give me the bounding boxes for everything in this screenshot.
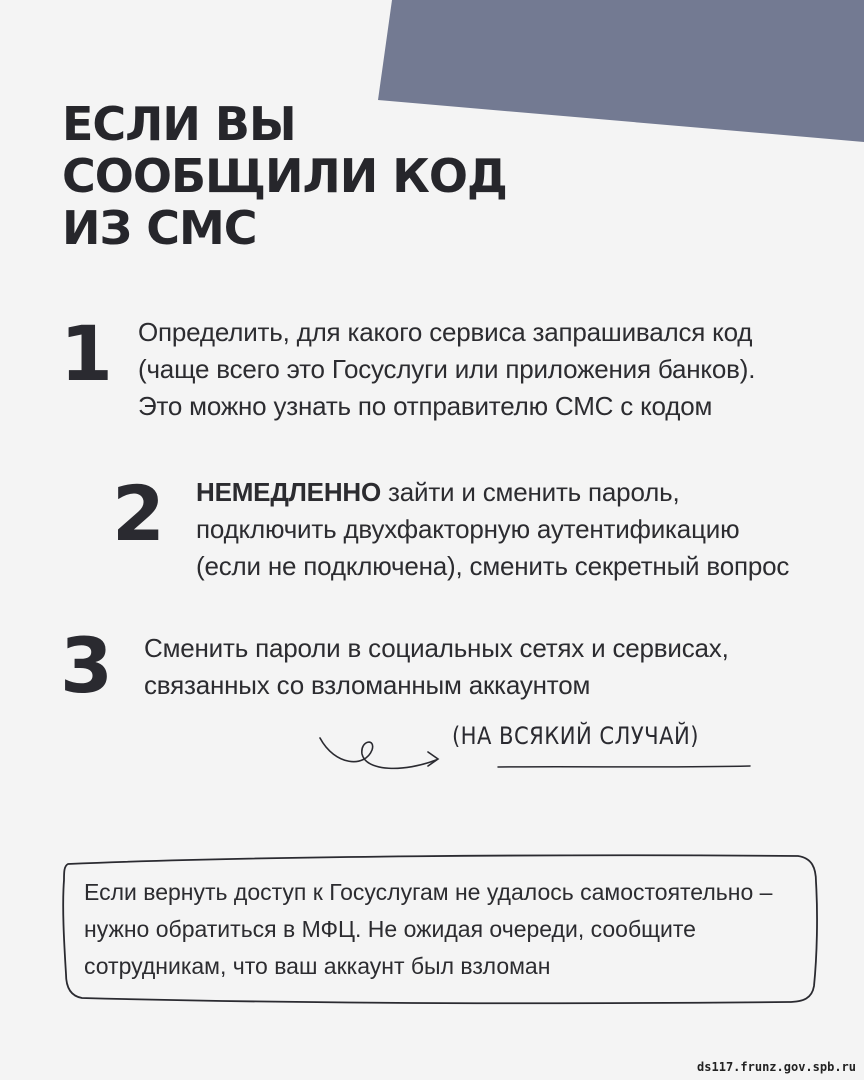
step-2-text [196,474,789,585]
step-1-text [138,314,755,425]
step-1-line-1: Определить, для какого сервиса запрашивался код [138,317,753,347]
step-3-line-2: связанных со взломанным аккаунтом [144,670,591,700]
handwritten-note-underline [496,762,756,772]
step-2-number: 2 [112,469,165,558]
step-2-line-1-rest: зайти и сменить пароль, [381,477,680,507]
info-box-text [84,874,772,985]
step-2-line-1 [196,474,789,511]
info-box-line-2: нужно обратиться в МФЦ. Не ожидая очереди, сообщите [84,916,696,942]
page-title [62,98,507,254]
title-line-3: ИЗ СМС [62,201,257,255]
title-line-1: ЕСЛИ ВЫ [62,97,296,151]
step-1-line-3: Это можно узнать по отправителю СМС с кодом [138,391,713,421]
step-1-line-2: (чаще всего это Госуслуги или приложения банков). [138,354,756,384]
step-3-number: 3 [60,621,113,710]
step-2-emphasis: НЕМЕДЛЕННО [196,477,382,507]
step-2-line-2: подключить двухфакторную аутентификацию [196,514,740,544]
curly-arrow-icon [310,728,460,788]
step-2-line-3: (если не подключена), сменить секретный вопрос [196,551,790,581]
title-line-2: СООБЩИЛИ КОД [62,149,507,203]
step-3-line-1: Сменить пароли в социальных сетях и сервисах, [144,633,729,663]
watermark: ds117.frunz.gov.spb.ru [697,1060,856,1074]
info-box-line-3: сотрудникам, что ваш аккаунт был взломан [84,953,551,979]
step-3-text [144,630,729,704]
info-box-line-1: Если вернуть доступ к Госуслугам не удалось самостоятельно – [84,879,773,905]
handwritten-note: (НА ВСЯКИЙ СЛУЧАЙ) [452,722,699,750]
step-1-number: 1 [60,309,113,398]
